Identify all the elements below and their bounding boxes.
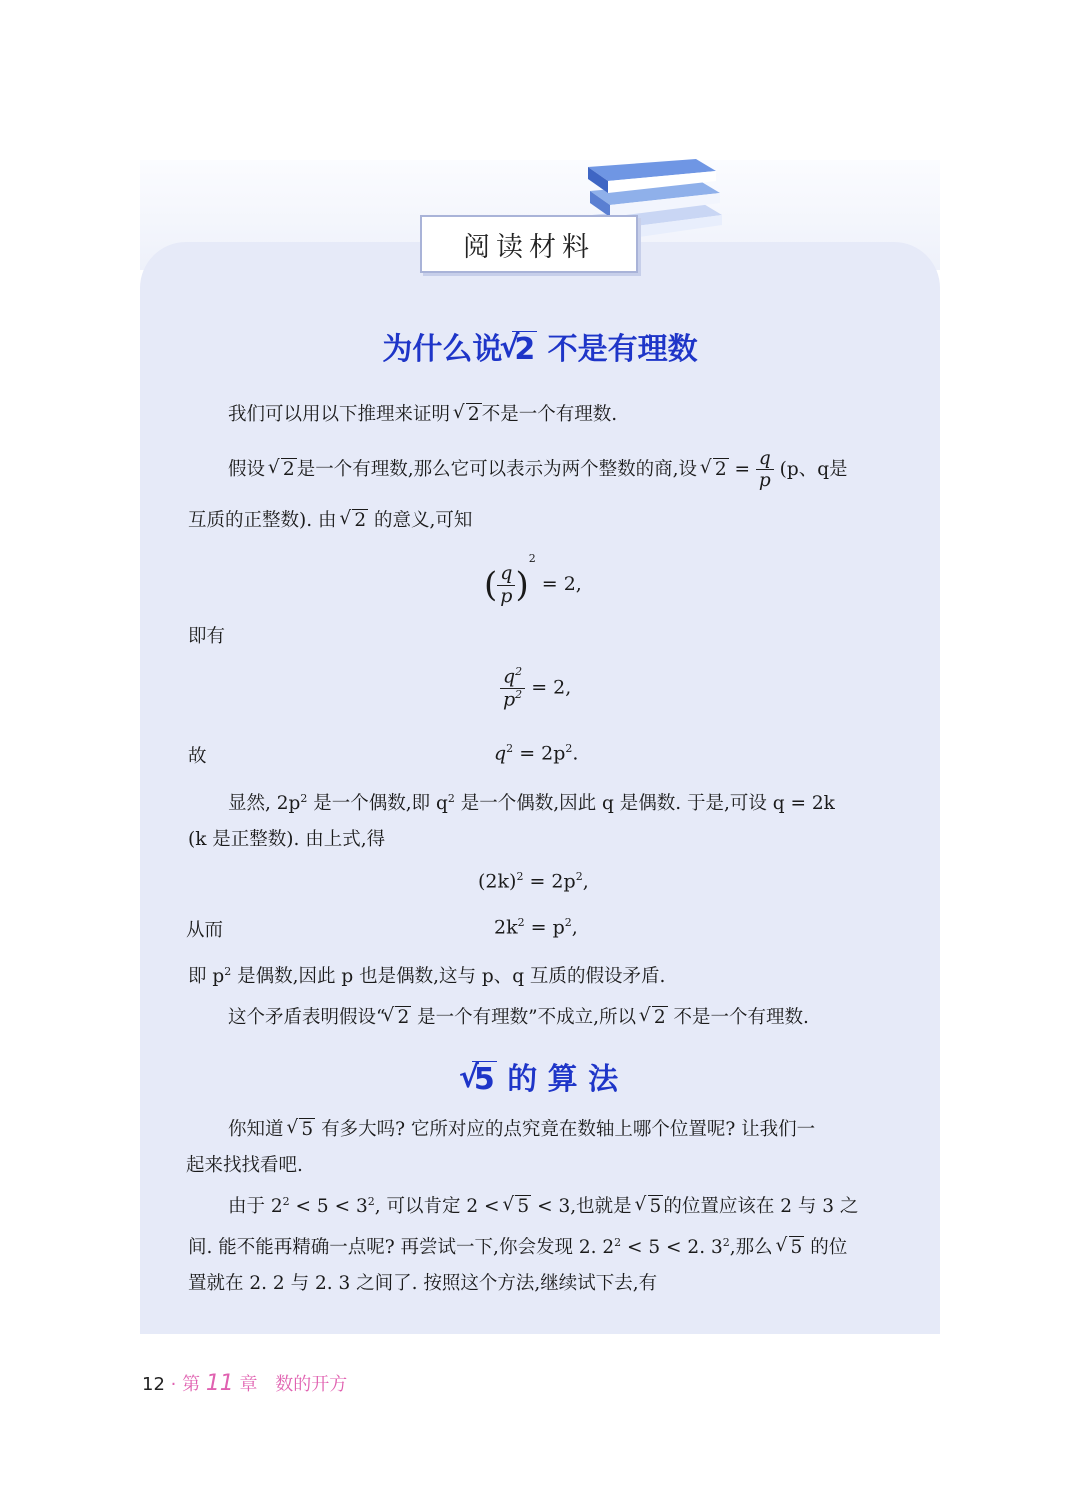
reading-material-badge: 阅读材料 [420,215,638,273]
equation-1: ( $\frac{q}{p}$ )$^2$ = 2, [484,552,582,607]
equation-4: $(2k)^2 = 2p^2$, [478,870,589,893]
section1-title: 为什么说√ 2 不是有理数 [0,324,1080,368]
s1-para3: 互质的正整数). 由 √ 2 的意义,可知 [188,506,472,532]
section2-title: √ 5 的 算 法 [0,1054,1080,1098]
s1-para5: (k 是正整数). 由上式,得 [188,829,386,850]
s2-para3: 由于 $2^2 < 5 < 3^2$, 可以肯定 2 < √ 5 < 3,也就是 √ 5 的位置应该在 2 与 3 之 [228,1192,858,1218]
s1-gu: 故 [188,746,207,767]
sqrt5-radical: √ 5 [462,1062,497,1097]
equation-2: $\frac{q^2}{p^2}$ = 2, [500,666,571,711]
s1-para4: 显然, $2p^2$ 是一个偶数,即 $q^2$ 是一个偶数,因此 q 是偶数. 于是,可设 q = 2k [228,791,835,814]
s1-conger: 从而 [186,920,224,941]
sqrt2-radical: √ 2 [502,332,537,367]
s2-para1: 你知道 √ 5 有多大吗? 它所对应的点究竟在数轴上哪个位置呢? 让我们一 [228,1115,815,1141]
page-footer: 12 · 第 11 章 数的开方 [142,1371,348,1396]
equation-3: $q^2 = 2p^2$. [494,742,579,765]
s2-para5: 置就在 2. 2 与 2. 3 之间了. 按照这个方法,继续试下去,有 [188,1273,658,1294]
s2-para2: 起来找找看吧. [186,1155,303,1176]
s2-para4: 间. 能不能再精确一点呢? 再尝试一下,你会发现 2. $2^2 < 5 < 2$. $3^2$,那么 √ 5 的位 [188,1233,847,1259]
chapter-title: 数的开方 [275,1374,348,1395]
s1-para2: 假设 √ 2 是一个有理数,那么它可以表示为两个整数的商,设 √ 2 = $\frac{q}{p}$ (p、q是 [228,448,848,492]
equation-5: $2k^2 = p^2$, [494,916,578,939]
s1-jiyou: 即有 [188,626,226,647]
page-number: 12 [142,1374,165,1395]
chapter-number: 11 [205,1371,234,1396]
s1-para7: 这个矛盾表明假设“√ 2 是一个有理数”不成立,所以 √ 2 不是一个有理数. [228,1003,809,1029]
s1-para6: 即 $p^2$ 是偶数,因此 p 也是偶数,这与 p、q 互质的假设矛盾. [188,964,666,987]
q-over-p-fraction: $\frac{q}{p}$ [756,448,774,492]
s1-para1: 我们可以用以下推理来证明 √ 2 不是一个有理数. [228,400,617,426]
